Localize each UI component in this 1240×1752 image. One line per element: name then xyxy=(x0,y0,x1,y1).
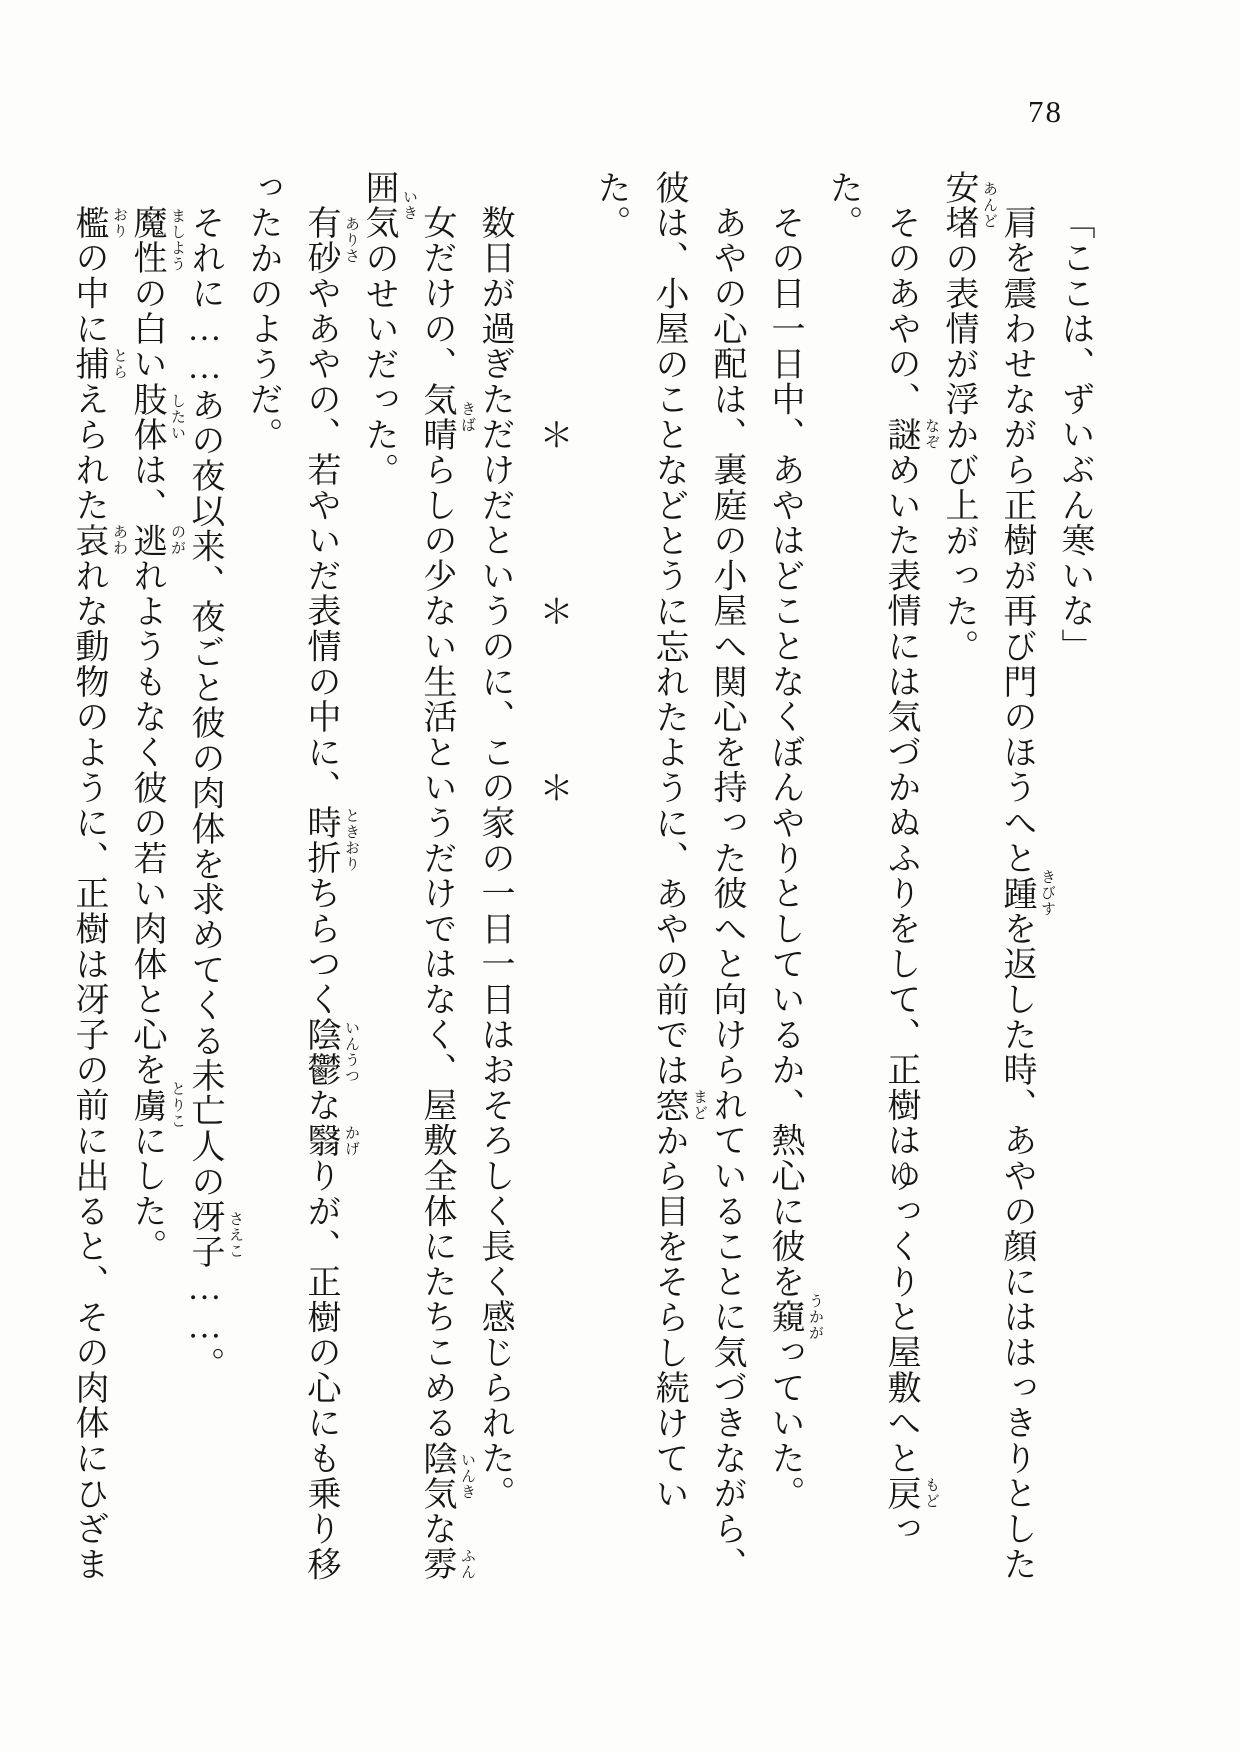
furigana: もど xyxy=(923,1477,939,1510)
ruby-base-text: 翳 xyxy=(302,1122,339,1159)
ruby-base xyxy=(418,1440,475,1512)
ruby-base-text: 捕 xyxy=(70,346,107,382)
furigana: なぞ xyxy=(923,418,939,451)
ruby-base-text: 時折 xyxy=(302,805,339,876)
page-text xyxy=(59,170,1103,1582)
furigana: あんど xyxy=(981,181,997,230)
text-line xyxy=(175,170,243,1582)
ruby-base xyxy=(940,170,997,241)
ruby-base-text: 囲気 xyxy=(360,170,397,241)
text-line xyxy=(233,170,291,1582)
text-line xyxy=(755,170,823,1582)
ruby-base-text: 踵 xyxy=(998,875,1035,912)
ruby-base xyxy=(128,1081,185,1130)
ruby-base xyxy=(70,522,127,559)
text-line xyxy=(59,170,127,1582)
text-line xyxy=(697,170,755,1582)
ruby-base xyxy=(998,869,1055,918)
ruby-base xyxy=(302,1016,359,1088)
text-run: の表情が浮かび上がった。 xyxy=(940,240,977,665)
furigana: うかが xyxy=(807,1292,823,1341)
text-run: えられた xyxy=(70,381,107,523)
text-line xyxy=(117,170,185,1582)
text-run: は、 xyxy=(128,452,165,523)
ruby-base-text: 肢体 xyxy=(128,381,165,453)
furigana: ありさ xyxy=(343,216,359,265)
text-run: その日一日中、あやはどことなくぼんやりとしているか、熱心に彼を xyxy=(766,205,803,1300)
text-run: の白い xyxy=(128,275,165,382)
furigana: まど xyxy=(691,1089,707,1122)
text-run: 数日が過ぎただけだというのに、この家の一日一日はおそろしく長く感じられた。 xyxy=(476,205,513,1512)
text-line xyxy=(291,170,359,1582)
ruby-base-text: 冴子 xyxy=(186,1199,223,1271)
text-run: な xyxy=(418,1511,455,1547)
text-line xyxy=(407,170,475,1582)
ruby-base-text: 陰鬱 xyxy=(302,1016,339,1088)
ruby-base xyxy=(128,381,185,453)
ruby-base-text: 魔性 xyxy=(128,205,165,276)
ruby-base-text: 有砂 xyxy=(302,205,339,276)
text-run: っていた。 xyxy=(766,1334,803,1512)
ruby-base-text: 虜 xyxy=(128,1087,165,1123)
ruby-base xyxy=(70,205,127,241)
text-run: りが、正樹の心にも乗り移 xyxy=(302,1158,339,1582)
furigana: いき xyxy=(401,189,417,222)
ruby-base-text: 安堵 xyxy=(940,170,977,241)
furigana: かげ xyxy=(343,1124,359,1157)
text-line xyxy=(349,170,417,1582)
furigana: おり xyxy=(111,206,127,239)
text-run: めいた表情には気づかぬふりをして、正樹はゆっくりと屋敷へと xyxy=(882,452,919,1476)
furigana: とりこ xyxy=(169,1081,185,1130)
text-run: 肩を震わせながら正樹が再び門のほうへと xyxy=(998,205,1035,876)
furigana: したい xyxy=(169,392,185,441)
text-run: れようもなく彼の若い肉体と心を xyxy=(128,558,165,1088)
text-line xyxy=(929,170,997,1582)
text-line xyxy=(987,170,1055,1582)
furigana: いんき xyxy=(459,1451,475,1500)
ruby-base xyxy=(882,1475,939,1512)
ruby-base-text: 戻 xyxy=(882,1475,919,1512)
text-run: れな動物のように、正樹は冴子の前に出ると、その肉体にひざま xyxy=(70,558,107,1582)
text-run: 「ここは、ずいぶん寒いな」 xyxy=(1056,205,1093,664)
text-run: な xyxy=(302,1087,339,1123)
ruby-base xyxy=(418,381,475,453)
text-line xyxy=(813,170,939,1582)
ruby-base-text: 哀 xyxy=(70,522,107,559)
ruby-base-text: 檻 xyxy=(70,205,107,241)
text-run: やあやの、若やいだ表情の中に、 xyxy=(302,275,339,806)
ruby-base xyxy=(650,1087,707,1124)
ruby-base-text: 窓 xyxy=(650,1087,687,1124)
ruby-base xyxy=(186,1199,243,1271)
ruby-base xyxy=(302,805,359,876)
ruby-base xyxy=(128,522,185,559)
ruby-base xyxy=(882,416,939,453)
text-run: のせいだった。 xyxy=(360,240,397,488)
text-run: それに……あの夜以来、夜ごと彼の肉体を求めてくる未亡人の xyxy=(186,205,223,1200)
ruby-base xyxy=(766,1292,823,1341)
ruby-base xyxy=(302,1122,359,1159)
furigana: ふん xyxy=(459,1548,475,1581)
ruby-base-text: 気晴 xyxy=(418,381,455,453)
ruby-base-text: 雰 xyxy=(418,1546,455,1582)
text-run: から目をそらし続けていた。 xyxy=(592,170,687,1512)
text-run: あやの心配は、裏庭の小屋へ関心を持った彼へと向けられていることに気づきながら、 xyxy=(708,205,745,1582)
ruby-base-text: 窺 xyxy=(766,1299,803,1335)
text-run: った。 xyxy=(824,170,919,1547)
text-run: の中に xyxy=(70,240,107,347)
furigana: ときおり xyxy=(343,808,359,873)
text-run: にした。 xyxy=(128,1122,165,1265)
furigana: いんうつ xyxy=(343,1020,359,1085)
section-separator xyxy=(523,170,581,1582)
ruby-base-text: 逃 xyxy=(128,522,165,559)
text-run: ＊ ＊ ＊ xyxy=(534,170,571,806)
text-run: 彼は、小屋のことなどとうに忘れたように、あやの前では xyxy=(650,170,687,1088)
ruby-base xyxy=(360,170,417,241)
furigana: きば xyxy=(459,400,475,433)
text-run: を返した時、あやの顔にははっきりとした xyxy=(998,911,1035,1582)
furigana: さえこ xyxy=(227,1210,243,1259)
ruby-base xyxy=(70,346,127,382)
page-number: 78 xyxy=(1028,94,1063,129)
ruby-base xyxy=(302,205,359,276)
furigana: とら xyxy=(111,347,127,380)
text-run: 女だけの、 xyxy=(418,205,455,382)
furigana: のが xyxy=(169,524,185,557)
text-run: ちらつく xyxy=(302,875,339,1017)
text-run: ったかのようだ。 xyxy=(244,170,281,453)
text-run: ……。 xyxy=(186,1270,223,1382)
furigana: きびす xyxy=(1039,869,1055,918)
text-run: そのあやの、 xyxy=(882,205,919,417)
text-run: らしの少ない生活というだけではなく、屋敷全体にたちこめる xyxy=(418,452,455,1441)
furigana: あわ xyxy=(111,524,127,557)
ruby-base-text: 謎 xyxy=(882,416,919,453)
furigana: ましよう xyxy=(169,208,185,273)
text-line xyxy=(581,170,707,1582)
ruby-base-text: 陰気 xyxy=(418,1440,455,1512)
ruby-base xyxy=(418,1546,475,1582)
text-line xyxy=(465,170,523,1582)
ruby-base xyxy=(128,205,185,276)
